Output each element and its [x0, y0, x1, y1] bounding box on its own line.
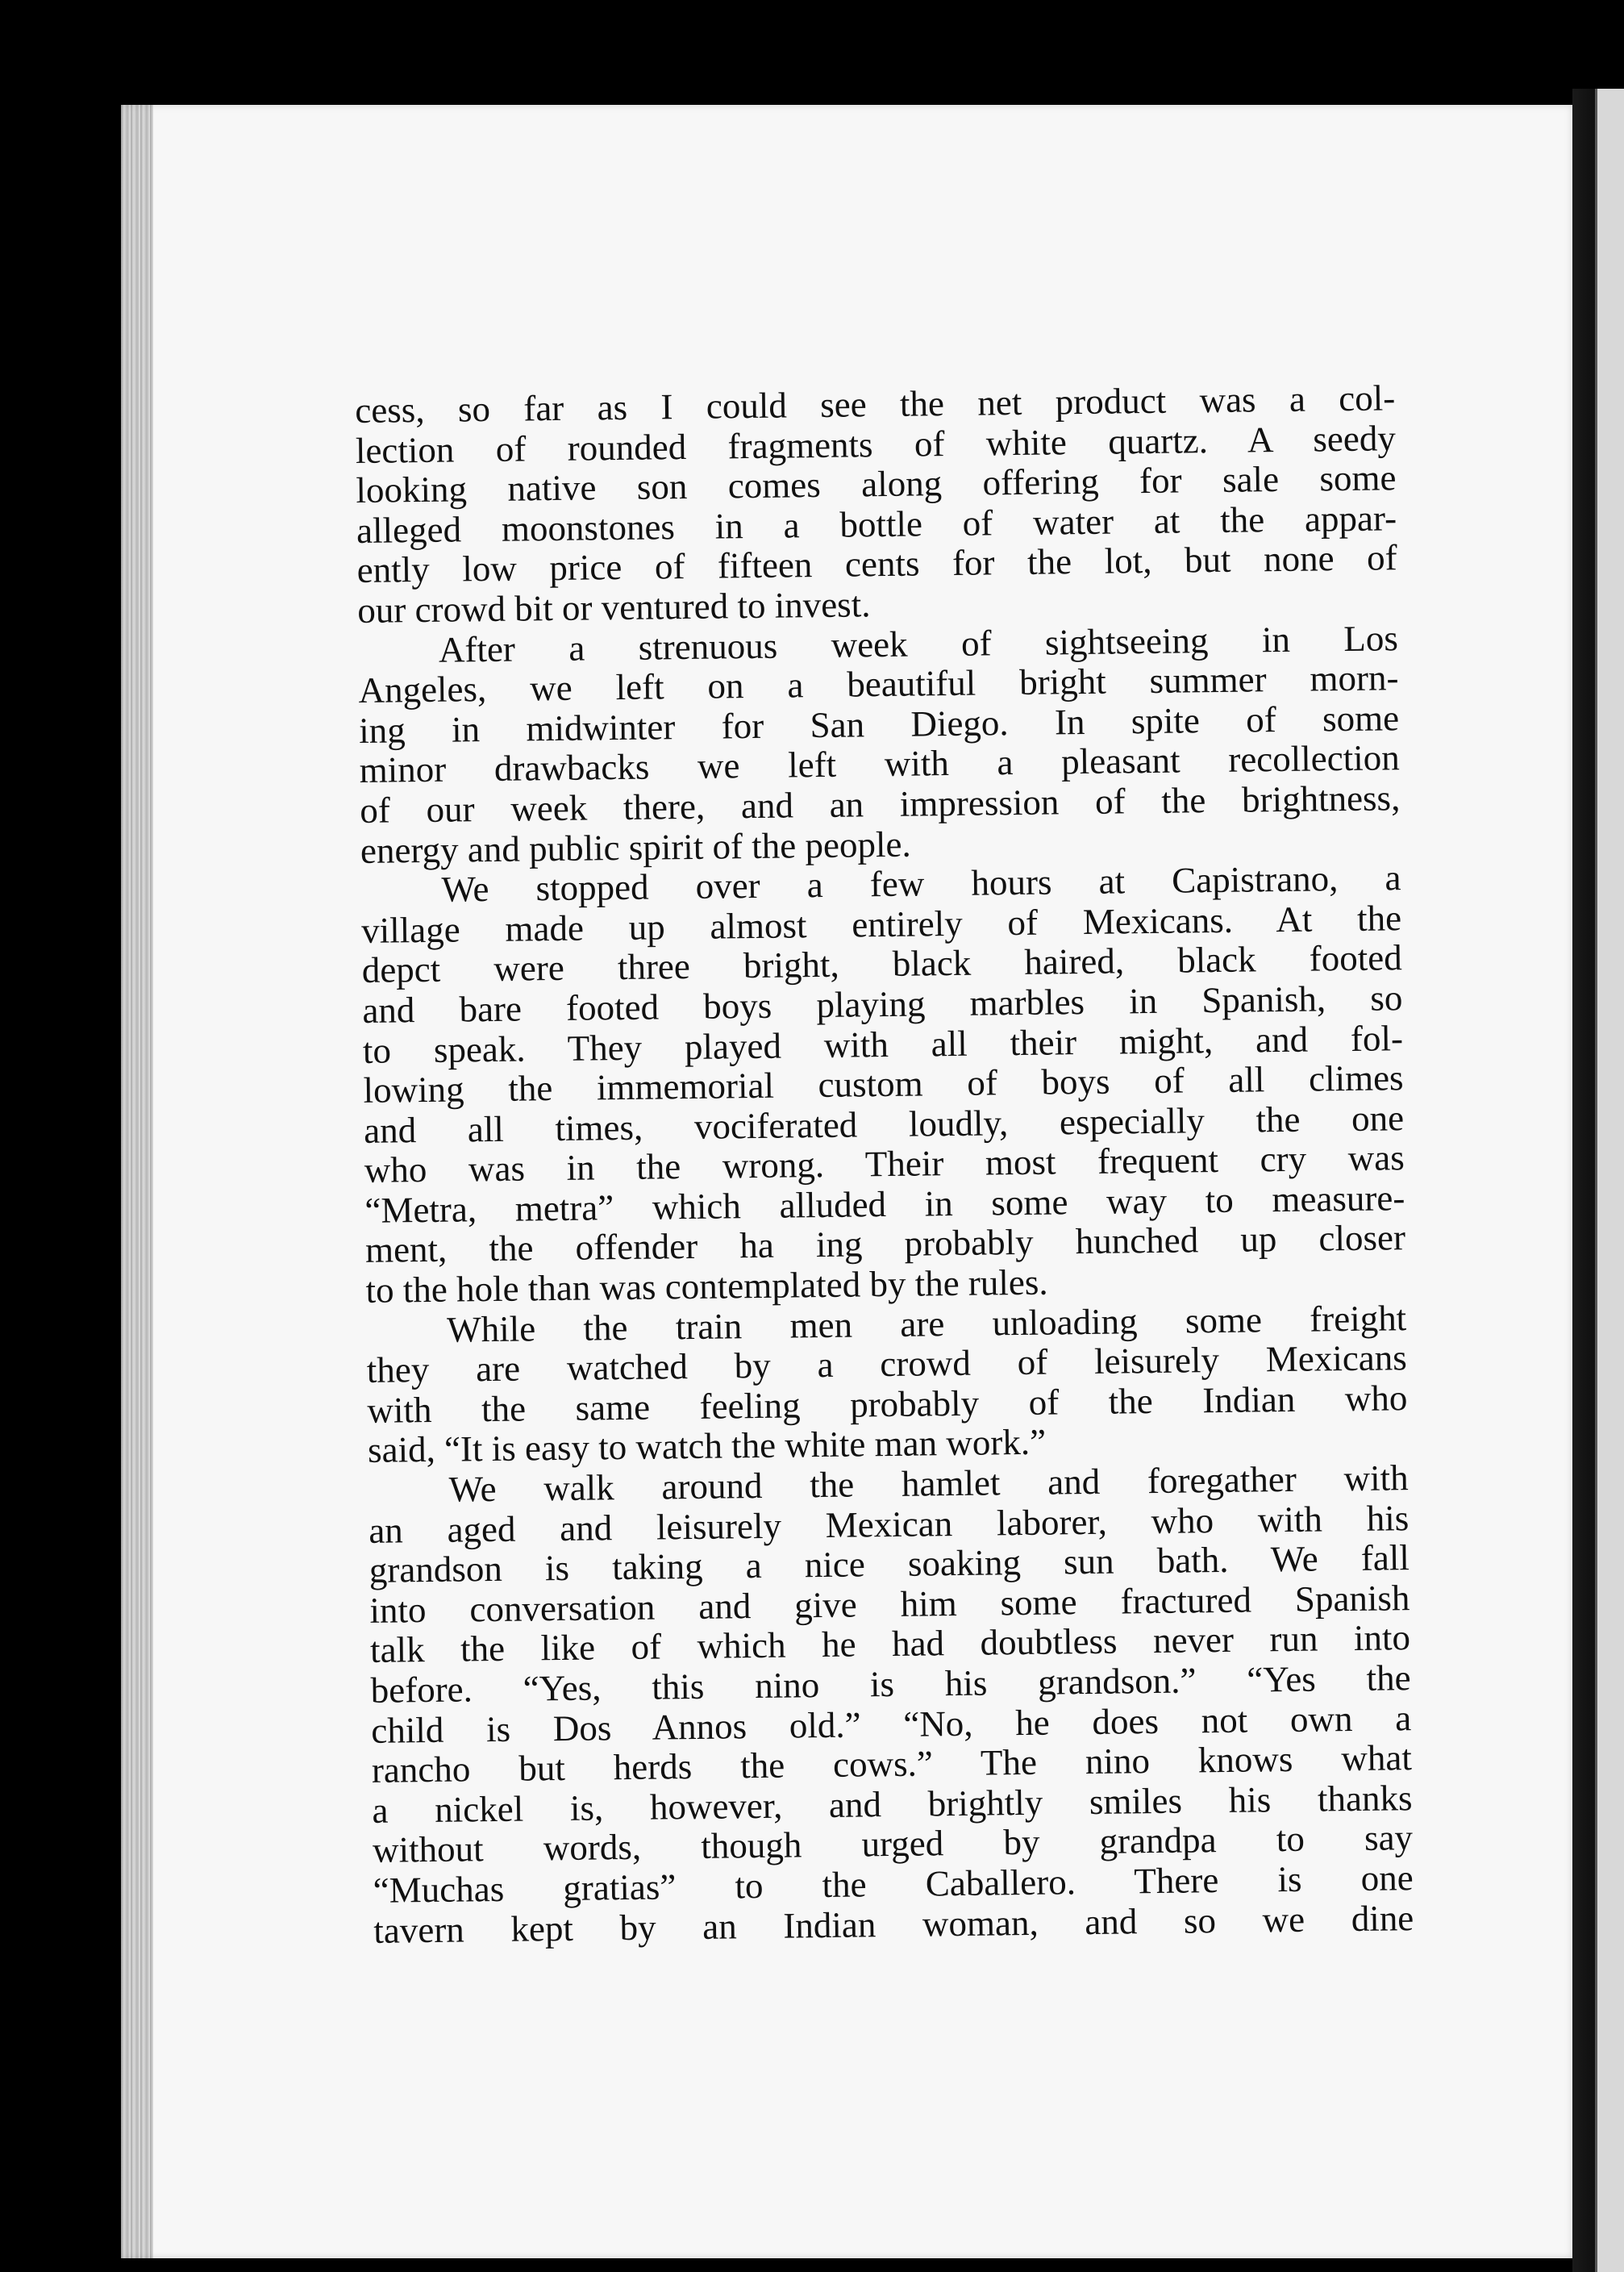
- next-page-edge: [1595, 89, 1624, 2272]
- text-line: While the train men are unloading some freight: [446, 1297, 1407, 1350]
- text-line: village made up almost entirely of Mexicans. At the: [360, 897, 1402, 951]
- text-line: a nickel is, however, and brightly smiles his thanks: [372, 1777, 1413, 1831]
- text-line: cess, so far as I could see the net product was a col-: [354, 377, 1396, 431]
- text-line: talk the like of which he had doubtless never run into: [369, 1617, 1411, 1671]
- text-line: We stopped over a few hours at Capistrano, a: [441, 857, 1401, 910]
- text-line: of our week there, and an impression of the brightness,: [360, 777, 1401, 831]
- text-line: to speak. They played with all their might, and fol-: [362, 1017, 1404, 1071]
- text-line: before. “Yes, this nino is his grandson.” “Yes the: [370, 1657, 1411, 1711]
- text-line: who was in the wrong. Their most frequent cry was: [364, 1137, 1405, 1191]
- text-line: grandson is taking a nice soaking sun bath. We fall: [369, 1537, 1410, 1591]
- text-line: and bare footed boys playing marbles in Spanish, so: [362, 978, 1403, 1031]
- text-line: After a strenuous week of sightseeing in Los: [438, 617, 1399, 670]
- text-line: without words, though urged by grandpa to say: [372, 1817, 1414, 1871]
- text-line: they are watched by a crowd of leisurely Mexicans: [366, 1337, 1408, 1391]
- text-line: lection of rounded fragments of white quartz. A seedy: [355, 417, 1397, 471]
- text-line: Angeles, we left on a beautiful bright summer morn-: [358, 657, 1399, 711]
- text-line: said, “It is easy to watch the white man work.”: [367, 1422, 1047, 1471]
- text-line: looking native son comes along offering for sale some: [356, 457, 1397, 511]
- text-line: with the same feeling probably of the Indian who: [367, 1377, 1408, 1431]
- text-line: We walk around the hamlet and foregather with: [448, 1457, 1409, 1510]
- text-line: ing in midwinter for San Diego. In spite of some: [358, 697, 1400, 751]
- text-line: alleged moonstones in a bottle of water at the appar-: [356, 498, 1397, 551]
- text-line: an aged and leisurely Mexican laborer, who with his: [368, 1497, 1410, 1551]
- body-text: [355, 378, 1414, 1951]
- page-edge-texture: [121, 105, 153, 2258]
- text-line: “Metra, metra” which alluded in some way to measure-: [364, 1178, 1405, 1231]
- text-line: lowing the immemorial custom of boys of all climes: [363, 1057, 1404, 1111]
- text-line: minor drawbacks we left with a pleasant recollection: [359, 737, 1400, 791]
- text-line: our crowd bit or ventured to invest.: [357, 584, 871, 631]
- text-line: into conversation and give him some fractured Spanish: [369, 1577, 1410, 1631]
- text-line: and all times, vociferated loudly, especially the one: [363, 1097, 1405, 1151]
- text-line: ently low price of fifteen cents for the lot, but none of: [356, 537, 1397, 591]
- text-line: ment, the offender ha ing probably hunched up closer: [364, 1217, 1406, 1271]
- text-line: rancho but herds the cows.” The nino knows what: [371, 1737, 1413, 1791]
- text-line: tavern kept by an Indian woman, and so we dine: [373, 1897, 1414, 1951]
- text-line: depct were three bright, black haired, black footed: [361, 937, 1402, 991]
- text-line: energy and public spirit of the people.: [360, 823, 911, 871]
- text-line: “Muchas gratias” to the Caballero. There is one: [373, 1857, 1414, 1911]
- text-line: child is Dos Annos old.” “No, he does not own a: [370, 1697, 1412, 1751]
- text-line: to the hole than was contemplated by the rules.: [365, 1261, 1048, 1311]
